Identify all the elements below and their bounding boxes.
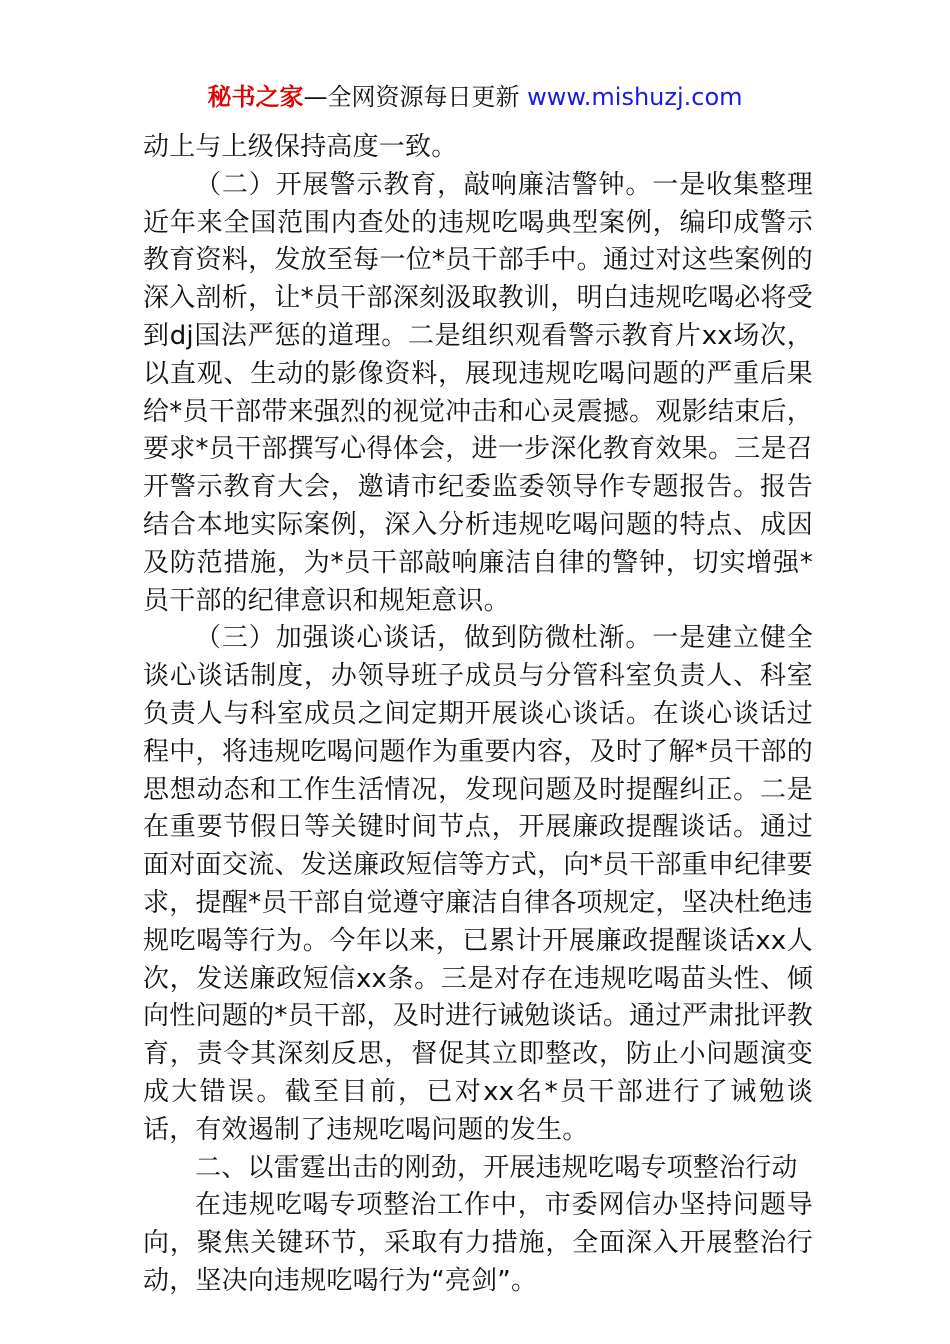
paragraph-continuation: 动上与上级保持高度一致。	[143, 132, 458, 162]
paragraph-heart-to-heart-talks: （三）加强谈心谈话，做到防微杜渐。一是建立健全谈心谈话制度，办领导班子成员与分管科室负责人、科室负责人与科室成员之间定期开展谈心谈话。在谈心谈话过程中，将违规吃喝问题作为重要内容，及时了解*员干部的思想动态和工作生活情况，发现问题及时提醒纠正。二是在重要节假日等关键时间节点，开展廉政提醒谈话。通过面对面交流、发送廉政短信等方式，向*员干部重申纪律要求，提醒*员干部自觉遵守廉洁自律各项规定，坚决杜绝违规吃喝等行为。今年以来，已累计开展廉政提醒谈话xx人次，发送廉政短信xx条。三是对存在违规吃喝苗头性、倾向性问题的*员干部，及时进行诫勉谈话。通过严肃批评教育，责令其深刻反思，督促其立即整改，防止小问题演变成大错误。截至目前，已对xx名*员干部进行了诫勉谈话，有效遏制了违规吃喝问题的发生。	[143, 623, 813, 1145]
site-brand: 秘书之家	[207, 83, 304, 111]
site-tagline: —全网资源每日更新	[303, 83, 520, 111]
section-heading: 二、以雷霆出击的刚劲，开展违规吃喝专项整治行动	[195, 1152, 798, 1183]
paragraph-special-rectification: 在违规吃喝专项整治工作中，市委网信办坚持问题导向，聚焦关键环节，采取有力措施，全面深入开展整治行动，坚决向违规吃喝行为“亮剑”。	[143, 1190, 813, 1296]
paragraph-warning-education: （二）开展警示教育，敲响廉洁警钟。一是收集整理近年来全国范围内查处的违规吃喝典型案例，编印成警示教育资料，发放至每一位*员干部手中。通过对这些案例的深入剖析，让*员干部深刻汲取教训，明白违规吃喝必将受到dj国法严惩的道理。二是组织观看警示教育片xx场次，以直观、生动的影像资料，展现违规吃喝问题的严重后果给*员干部带来强烈的视觉冲击和心灵震撼。观影结束后，要求*员干部撰写心得体会，进一步深化教育效果。三是召开警示教育大会，邀请市纪委监委领导作专题报告。报告结合本地实际案例，深入分析违规吃喝问题的特点、成因及防范措施，为*员干部敲响廉洁自律的警钟，切实增强*员干部的纪律意识和规矩意识。	[143, 169, 813, 616]
site-url-link[interactable]: www.mishuzj.com	[527, 83, 743, 111]
document-body	[143, 129, 813, 1301]
site-header	[0, 80, 950, 114]
